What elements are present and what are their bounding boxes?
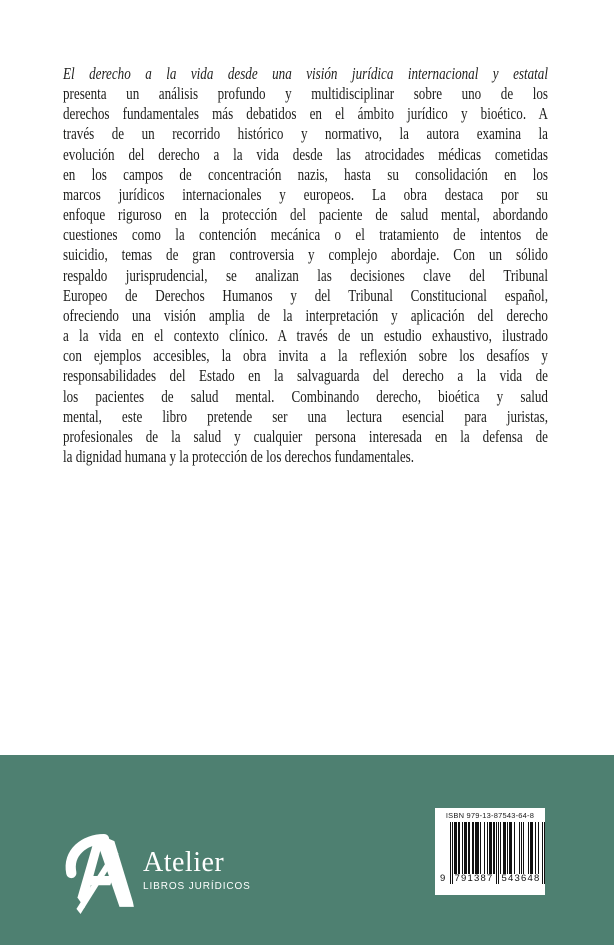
synopsis-line: a la vida en el contexto clínico. A través de un estudio exhaustivo, ilustrado bbox=[63, 326, 548, 346]
synopsis-line: respaldo jurisprudencial, se analizan las decisiones clave del Tribunal bbox=[63, 265, 548, 285]
logo-crossbar bbox=[87, 876, 114, 885]
publisher-text-block bbox=[143, 849, 251, 893]
synopsis-line: marcos jurídicos internacionales y europeos. La obra destaca por su bbox=[63, 184, 548, 204]
barcode-bars-area bbox=[440, 822, 545, 884]
synopsis-line: cuestiones como la contención mecánica o el tratamiento de intentos de bbox=[63, 225, 548, 245]
barcode-digits-right-group: 543648 bbox=[501, 873, 541, 884]
publisher-tagline: LIBROS JURÍDICOS bbox=[143, 881, 251, 892]
synopsis-line: mental, este libro pretende ser una lectura esencial para juristas, bbox=[63, 406, 548, 426]
barcode-module bbox=[544, 822, 545, 884]
publisher-name: Atelier bbox=[143, 847, 225, 878]
synopsis-line: la dignidad humana y la protección de los derechos fundamentales. bbox=[63, 446, 415, 466]
synopsis-line: El derecho a la vida desde una visión jurídica internacional y estatal bbox=[63, 64, 548, 83]
synopsis-line: suicidio, temas de gran controversia y complejo abordaje. Con un sólido bbox=[63, 245, 548, 265]
synopsis-line: través de un recorrido histórico y normativo, la autora examina la bbox=[63, 124, 548, 144]
isbn-label: ISBN 979-13-87543-64-8 bbox=[445, 811, 535, 820]
synopsis-line: responsabilidades del Estado en la salvaguarda del derecho a la vida de bbox=[63, 366, 548, 386]
atelier-logo-icon bbox=[64, 834, 134, 914]
synopsis-line: presenta un análisis profundo y multidisciplinar sobre uno de los bbox=[63, 84, 548, 104]
synopsis-line: los pacientes de salud mental. Combinando derecho, bioética y salud bbox=[63, 386, 548, 406]
synopsis-line: Europeo de Derechos Humanos y del Tribunal Constitucional español, bbox=[63, 285, 548, 305]
synopsis-line: en los campos de concentración nazis, hasta su consolidación en los bbox=[63, 164, 548, 184]
synopsis-line: derechos fundamentales más debatidos en el ámbito jurídico y bioético. A bbox=[63, 104, 548, 124]
synopsis-line: ofreciendo una visión amplia de la interpretación y aplicación del derecho bbox=[63, 305, 548, 325]
synopsis bbox=[63, 64, 548, 467]
synopsis-line: evolución del derecho a la vida desde las atrocidades médicas cometidas bbox=[63, 144, 548, 164]
synopsis-line: enfoque riguroso en la protección del paciente de salud mental, abordando bbox=[63, 205, 548, 225]
barcode bbox=[435, 808, 545, 895]
synopsis-line: con ejemplos accesibles, la obra invita a la reflexión sobre los desafíos y bbox=[63, 346, 548, 366]
barcode-digit-lead: 9 bbox=[440, 873, 446, 884]
barcode-digits-left-group: 791387 bbox=[454, 873, 494, 884]
synopsis-line: profesionales de la salud y cualquier persona interesada en la defensa de bbox=[63, 426, 548, 446]
publisher-footer bbox=[0, 755, 614, 945]
